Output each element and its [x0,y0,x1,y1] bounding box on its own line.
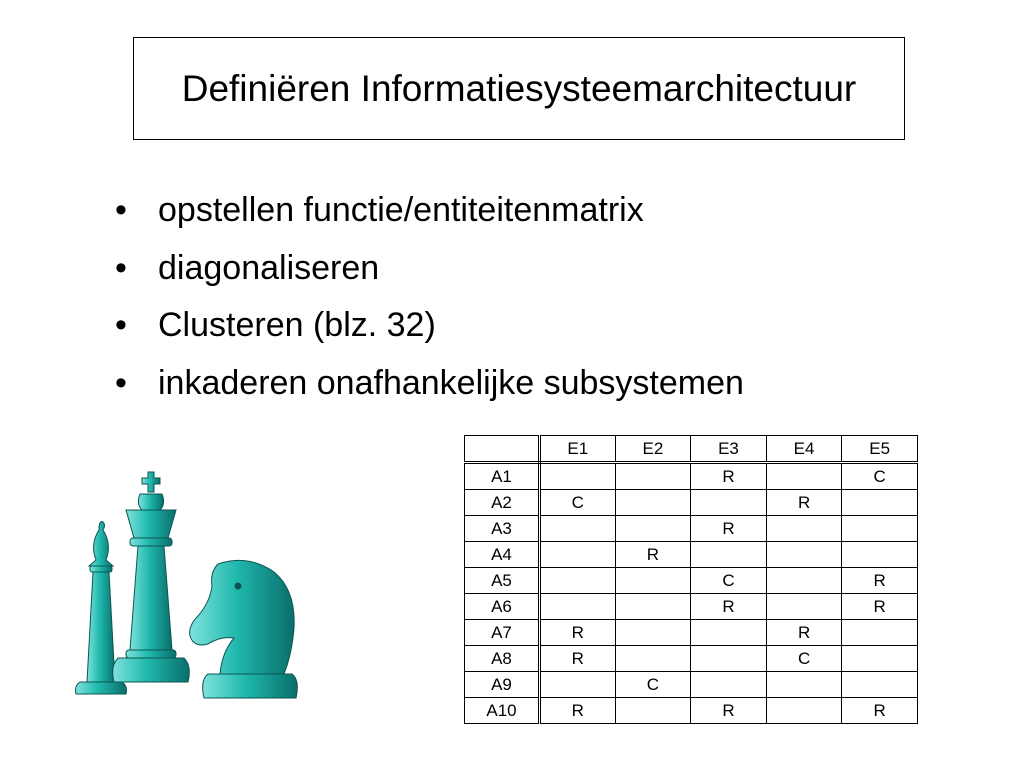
matrix-cell: C [766,646,842,672]
matrix-cell [691,646,767,672]
matrix-column-header: E2 [615,436,691,463]
matrix-cell [691,542,767,568]
matrix-cell [842,542,918,568]
matrix-cell [842,490,918,516]
knight-icon [190,560,298,698]
matrix-cell [691,490,767,516]
matrix-cell: R [540,646,616,672]
matrix-row-label: A7 [465,620,540,646]
matrix-row-label: A1 [465,463,540,490]
matrix-column-header: E3 [691,436,767,463]
matrix-cell [540,542,616,568]
matrix-cell [615,620,691,646]
matrix-cell [615,568,691,594]
matrix-cell [842,646,918,672]
matrix-cell [540,672,616,698]
matrix-cell [691,620,767,646]
title-box [133,37,905,140]
matrix-cell [766,594,842,620]
bullet-dot-icon: • [115,248,127,287]
matrix-row [465,542,918,568]
matrix-cell: C [540,490,616,516]
matrix-cell: R [691,516,767,542]
matrix-cell: R [842,594,918,620]
matrix-cell [842,672,918,698]
matrix-cell [540,516,616,542]
matrix-row-label: A8 [465,646,540,672]
matrix-cell [766,516,842,542]
matrix-row [465,672,918,698]
matrix-cell: R [540,620,616,646]
matrix-cell [691,672,767,698]
bullet-dot-icon: • [115,363,127,402]
matrix-row-label: A2 [465,490,540,516]
slide-title: Definiëren Informatiesysteemarchitectuur [181,67,857,109]
matrix-row-label: A4 [465,542,540,568]
matrix-row [465,463,918,490]
bullet-text: inkaderen onafhankelijke subsystemen [158,363,744,402]
matrix-cell [766,542,842,568]
matrix-row [465,516,918,542]
matrix-cell: C [615,672,691,698]
bullet-item [115,182,744,240]
bullet-dot-icon: • [115,306,127,344]
bullet-item [115,240,744,298]
matrix-row [465,620,918,646]
matrix-cell [766,463,842,490]
matrix-row-label: A3 [465,516,540,542]
matrix-cell [615,463,691,490]
matrix-row [465,568,918,594]
matrix-cell: R [766,620,842,646]
matrix-cell: R [842,568,918,594]
matrix-cell: R [691,594,767,620]
matrix-cell [842,516,918,542]
matrix-cell [842,620,918,646]
bullet-text: opstellen functie/entiteitenmatrix [158,191,644,229]
matrix-row-label: A10 [465,698,540,724]
matrix-column-header: E1 [540,436,616,463]
matrix-cell [766,698,842,724]
matrix-cell: R [540,698,616,724]
matrix-cell [615,490,691,516]
matrix-cell [766,568,842,594]
matrix-column-header: E5 [842,436,918,463]
matrix-row [465,594,918,620]
matrix-cell [766,672,842,698]
bullet-text: diagonaliseren [158,248,380,287]
matrix-cell [615,594,691,620]
matrix-cell [540,463,616,490]
matrix-cell: R [842,698,918,724]
bullet-item [115,355,744,413]
matrix-row-label: A5 [465,568,540,594]
matrix-row [465,646,918,672]
matrix-cell: R [615,542,691,568]
matrix-row-label: A6 [465,594,540,620]
chess-pieces-icon [68,468,300,704]
matrix-cell [615,516,691,542]
matrix-cell: C [691,568,767,594]
matrix-column-header: E4 [766,436,842,463]
matrix-cell: R [691,698,767,724]
function-entity-matrix [464,435,918,724]
matrix-cell [615,698,691,724]
bullet-item [115,297,744,355]
matrix-cell: C [842,463,918,490]
bullet-dot-icon: • [115,191,127,229]
bullet-text: Clusteren (blz. 32) [158,306,436,344]
matrix-cell [540,568,616,594]
matrix-cell [540,594,616,620]
matrix-cell: R [766,490,842,516]
matrix-corner-cell [465,436,540,463]
matrix-cell: R [691,463,767,490]
matrix-row [465,698,918,724]
bullet-list [115,182,744,412]
matrix-row-label: A9 [465,672,540,698]
matrix-cell [615,646,691,672]
king-icon [113,472,190,682]
matrix-row [465,490,918,516]
matrix-header-row [465,436,918,463]
